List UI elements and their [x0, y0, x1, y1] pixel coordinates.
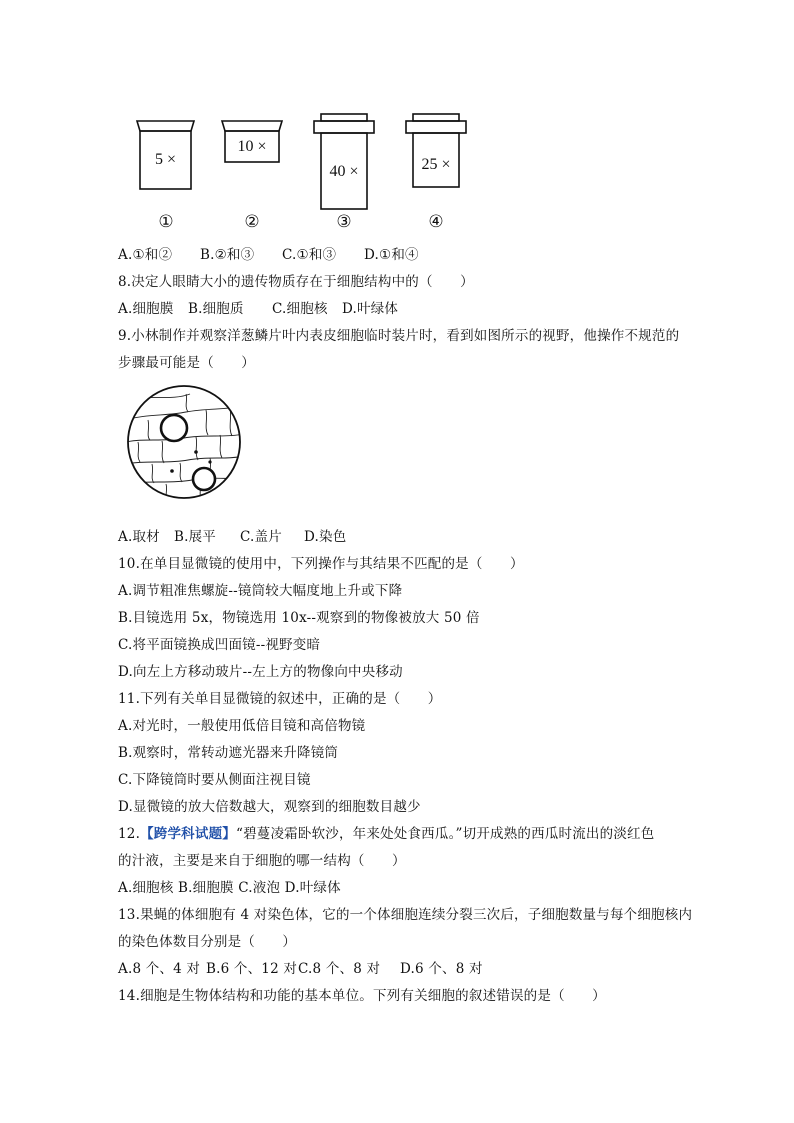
q13-stem-line1: 13.果蝇的体细胞有 4 对染色体，它的一个体细胞连续分裂三次后，子细胞数量与每个细胞核内: [118, 907, 693, 923]
objective-25x-drawing: [406, 114, 466, 187]
question-number: 12.: [118, 826, 141, 842]
option: A.①和②: [118, 247, 173, 263]
option: C.细胞核: [272, 301, 328, 317]
air-bubble: [193, 468, 215, 490]
option: A.取材: [118, 529, 160, 545]
option: C.①和③: [282, 247, 337, 263]
q12-stem-line1: [118, 825, 654, 843]
option: D.6 个、8 对: [400, 961, 483, 977]
lens-number: ②: [244, 212, 260, 232]
q9-stem-line1: 9.小林制作并观察洋葱鳞片叶内表皮细胞临时装片时，看到如图所示的视野，他操作不规范的: [118, 328, 680, 344]
option: B.细胞质: [188, 301, 244, 317]
option: D.染色: [304, 529, 347, 545]
q11-option-b: B.观察时，常转动遮光器来升降镜筒: [118, 745, 339, 761]
field-of-view-figure: [126, 384, 244, 502]
q9-options: [118, 528, 346, 546]
q13-stem-line2: 的染色体数目分别是（ ）: [118, 934, 297, 950]
lens-label: 40 ×: [329, 163, 359, 180]
q12-stem-text: “碧蔓凌霜卧软沙，年来处处食西瓜。”切开成熟的西瓜时流出的淡红色: [235, 826, 655, 842]
lens-label: 5 ×: [154, 151, 177, 168]
lens-number: ④: [428, 212, 444, 232]
q8-stem: 8.决定人眼睛大小的遗传物质存在于细胞结构中的（ ）: [118, 274, 474, 290]
cross-subject-tag: 【跨学科试题】: [140, 826, 236, 842]
q10-option-c: C.将平面镜换成凹面镜--视野变暗: [118, 637, 321, 653]
q13-options: [118, 960, 483, 978]
option: A.8 个、4 对: [118, 961, 201, 977]
q11-stem: 11.下列有关单目显微镜的叙述中，正确的是（ ）: [118, 691, 442, 707]
air-bubble: [161, 415, 187, 441]
q7-options: [118, 246, 419, 264]
q14-stem: 14.细胞是生物体结构和功能的基本单位。下列有关细胞的叙述错误的是（ ）: [118, 988, 606, 1004]
q9-stem-line2: 步骤最可能是（ ）: [118, 355, 255, 371]
lens-label: 10 ×: [237, 138, 267, 155]
objective-40x-drawing: [314, 114, 374, 209]
q10-option-d: D.向左上方移动玻片--左上方的物像向中央移动: [118, 664, 403, 680]
lens-number: ①: [158, 212, 174, 232]
option: C.8 个、8 对: [298, 961, 381, 977]
q12-options: A.细胞核 B.细胞膜 C.液泡 D.叶绿体: [118, 880, 341, 896]
lens-drawings: [0, 0, 794, 240]
q10-option-b: B.目镜选用 5x，物镜选用 10x--观察到的物像被放大 50 倍: [118, 610, 480, 626]
q8-options: [118, 300, 398, 318]
option: B.展平: [174, 529, 217, 545]
q11-option-c: C.下降镜筒时要从侧面注视目镜: [118, 772, 311, 788]
option: D.叶绿体: [342, 301, 399, 317]
option: B.②和③: [200, 247, 255, 263]
q10-stem: 10.在单目显微镜的使用中，下列操作与其结果不匹配的是（ ）: [118, 556, 524, 572]
q11-option-d: D.显微镜的放大倍数越大，观察到的细胞数目越少: [118, 799, 421, 815]
cell-nucleus: [208, 460, 211, 463]
cell-nucleus: [170, 469, 174, 473]
q11-option-a: A.对光时，一般使用低倍目镜和高倍物镜: [118, 718, 366, 734]
lens-label: 25 ×: [421, 156, 451, 173]
lens-number: ③: [336, 212, 352, 232]
option: C.盖片: [240, 529, 282, 545]
option: B.6 个、12 对: [206, 961, 298, 977]
q12-stem-line2: 的汁液，主要是来自于细胞的哪一结构（ ）: [118, 853, 406, 869]
cell-nucleus: [194, 450, 198, 454]
option: D.①和④: [364, 247, 419, 263]
option: A.细胞膜: [118, 301, 174, 317]
q10-option-a: A.调节粗准焦螺旋--镜筒较大幅度地上升或下降: [118, 583, 403, 599]
